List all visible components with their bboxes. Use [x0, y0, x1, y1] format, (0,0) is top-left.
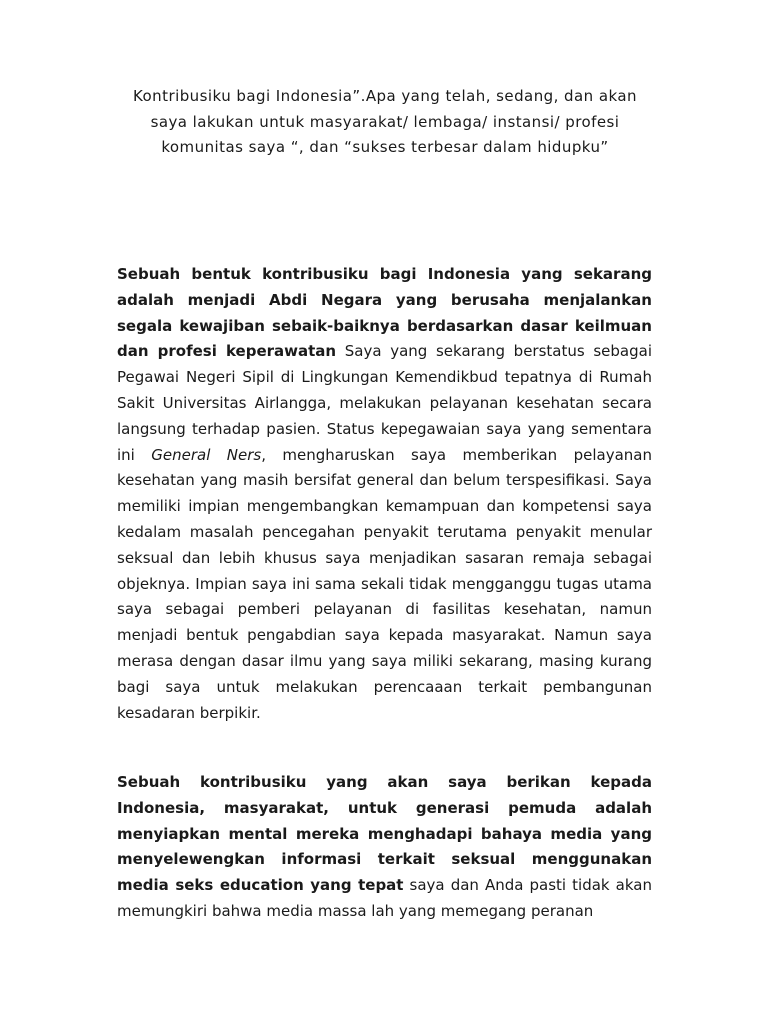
paragraph-2: [117, 770, 652, 925]
document-title: Kontribusiku bagi Indonesia”.Apa yang telah, sedang, dan akan saya lakukan untuk masyarakat/ lembaga/ instansi/ profesi komunitas saya “, dan “sukses terbesar dalam hidupku”: [133, 87, 637, 156]
paragraph-1: [117, 262, 652, 726]
paragraph-2-bold-lead: Sebuah kontribusiku yang akan saya berikan kepada Indonesia, masyarakat, untuk generasi pemuda adalah menyiapkan mental mereka menghadapi bahaya media yang menyelewengkan informasi terkait seksual menggunakan media seks education yang tepat: [117, 773, 652, 895]
paragraph-1-text-a: Saya yang sekarang berstatus sebagai Pegawai Negeri Sipil di Lingkungan Kemendikbud tepatnya di Rumah Sakit Universitas Airlangga, melakukan pelayanan kesehatan secara langsung terhadap pasien. Status kepegawaian saya yang sementara ini: [117, 342, 652, 464]
paragraph-2-text: saya dan Anda pasti tidak akan memungkiri bahwa media massa lah yang memegang peranan: [117, 876, 652, 920]
paragraph-1-text-b: , mengharuskan saya memberikan pelayanan kesehatan yang masih bersifat general dan belum terspesifikasi. Saya memiliki impian mengembangkan kemampuan dan kompetensi saya kedalam masalah pencegahan penyakit terutama penyakit menular seksual dan lebih khusus saya menjadikan sasaran remaja sebagai objeknya. Impian saya ini sama sekali tidak mengganggu tugas utama saya sebagai pemberi pelayanan di fasilitas kesehatan, namun menjadi bentuk pengabdian saya kepada masyarakat. Namun saya merasa dengan dasar ilmu yang saya miliki sekarang, masing kurang bagi saya untuk melakukan perencaaan terkait pembangunan kesadaran berpikir.: [117, 445, 652, 722]
paragraph-1-bold-lead: Sebuah bentuk kontribusiku bagi Indonesia yang sekarang adalah menjadi Abdi Negara yang berusaha menjalankan segala kewajiban sebaik-baiknya berdasarkan dasar keilmuan dan profesi keperawatan: [117, 265, 652, 361]
paragraph-1-italic-term: General Ners: [151, 445, 262, 464]
